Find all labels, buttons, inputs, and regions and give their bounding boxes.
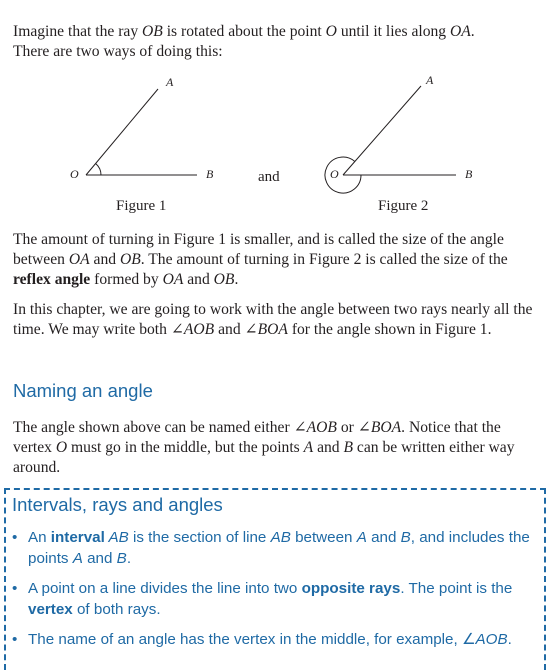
point-b: B bbox=[400, 529, 411, 546]
turning-paragraph bbox=[13, 230, 538, 290]
bullet-text bbox=[12, 629, 532, 650]
body-text: The amount of turning in Figure 1 is smaller, and is called the size of the angle between bbox=[13, 231, 504, 268]
bullet-interval bbox=[12, 527, 532, 569]
ray-ob: OB bbox=[142, 23, 163, 40]
bullet-text bbox=[12, 578, 532, 620]
ray-ob: OB bbox=[119, 251, 141, 268]
angle-arc bbox=[96, 164, 101, 176]
figure-1 bbox=[70, 75, 214, 214]
label-b: B bbox=[206, 167, 214, 181]
intro-text: There are two ways of doing this: bbox=[13, 43, 223, 60]
label-o: O bbox=[330, 167, 339, 181]
bullet-text: An bbox=[28, 529, 51, 546]
angle-boa: ∠BOA bbox=[244, 321, 288, 338]
bullet-text: between bbox=[290, 529, 357, 546]
point-o: O bbox=[325, 23, 337, 40]
point-o: O bbox=[55, 439, 68, 456]
body-text: or bbox=[336, 419, 358, 436]
ray-oa-line bbox=[343, 86, 421, 175]
intro-text: Imagine that the ray bbox=[13, 23, 143, 40]
bullet-text: . bbox=[507, 631, 512, 648]
intro-text: . bbox=[470, 23, 475, 40]
intro-text: until it lies along bbox=[336, 23, 450, 40]
bullet-text: . bbox=[126, 550, 132, 567]
angle-aob: ∠AOB bbox=[461, 631, 508, 648]
term-interval: interval bbox=[50, 529, 105, 546]
ray-oa: OA bbox=[450, 23, 471, 40]
bullet-dot: • bbox=[12, 580, 18, 597]
bullet-text: and bbox=[366, 529, 401, 546]
bullet-angle-name bbox=[12, 629, 532, 650]
bullet-text: The name of an angle has the vertex in the middle, for example, bbox=[28, 631, 462, 648]
ray-oa: OA bbox=[162, 271, 184, 288]
intro-text: is rotated about the point bbox=[162, 23, 326, 40]
chapter-paragraph bbox=[13, 300, 538, 340]
body-text: . Notice that the vertex bbox=[13, 419, 501, 456]
bullet-dot: • bbox=[12, 631, 18, 648]
label-b: B bbox=[465, 167, 473, 181]
bullet-text: of both rays. bbox=[72, 601, 161, 618]
reflex-angle-term: reflex angle bbox=[13, 271, 91, 288]
point-a: A bbox=[72, 550, 83, 567]
bullet-dot: • bbox=[12, 529, 18, 546]
ray-ob: OB bbox=[213, 271, 235, 288]
label-a: A bbox=[426, 73, 434, 87]
intro-paragraph bbox=[13, 22, 538, 62]
angle-aob: ∠AOB bbox=[170, 321, 215, 338]
body-text: . The amount of turning in Figure 2 is called the size of the bbox=[140, 251, 508, 268]
bullet-text: and bbox=[82, 550, 117, 567]
body-text: and bbox=[214, 321, 245, 338]
body-text: In this chapter, we are going to work with the angle between two rays nearly all the time. We may write both bbox=[13, 301, 533, 338]
body-text: The angle shown above can be named either bbox=[13, 419, 294, 436]
angle-boa: ∠BOA bbox=[357, 419, 402, 436]
figure-2-caption: Figure 2 bbox=[378, 198, 429, 214]
body-text: . bbox=[234, 271, 239, 288]
point-b: B bbox=[116, 550, 127, 567]
label-o: O bbox=[70, 167, 79, 181]
bullet-text: , and includes the points bbox=[28, 529, 530, 567]
box-title: Intervals, rays and angles bbox=[12, 494, 223, 515]
body-text: and bbox=[89, 251, 120, 268]
body-text: and bbox=[183, 271, 214, 288]
point-a: A bbox=[356, 529, 367, 546]
figures bbox=[0, 72, 546, 222]
ray-oa: OA bbox=[68, 251, 90, 268]
point-a: A bbox=[303, 439, 314, 456]
body-text: can be written either way around. bbox=[13, 439, 515, 476]
bullet-text: is the section of line bbox=[128, 529, 271, 546]
figure-1-caption: Figure 1 bbox=[116, 198, 167, 214]
angle-aob: ∠AOB bbox=[293, 419, 337, 436]
ray-oa-line bbox=[86, 89, 158, 175]
bullet-text: . The point is the bbox=[400, 580, 513, 597]
figure-2 bbox=[325, 73, 473, 214]
naming-paragraph bbox=[13, 418, 538, 478]
naming-heading: Naming an angle bbox=[13, 380, 153, 401]
bullet-text bbox=[12, 527, 532, 569]
body-text: formed by bbox=[90, 271, 163, 288]
label-a: A bbox=[166, 75, 174, 89]
and-label: and bbox=[258, 169, 280, 185]
point-b: B bbox=[343, 439, 354, 456]
line-ab: AB bbox=[270, 529, 291, 546]
body-text: for the angle shown in Figure 1. bbox=[287, 321, 492, 338]
bullet-text: A point on a line divides the line into two bbox=[28, 580, 302, 597]
term-opposite-rays: opposite rays bbox=[301, 580, 401, 597]
bullet-opposite-rays bbox=[12, 578, 532, 620]
interval-ab: AB bbox=[104, 529, 129, 546]
term-vertex: vertex bbox=[28, 601, 73, 618]
body-text: must go in the middle, but the points bbox=[67, 439, 304, 456]
body-text: and bbox=[313, 439, 344, 456]
